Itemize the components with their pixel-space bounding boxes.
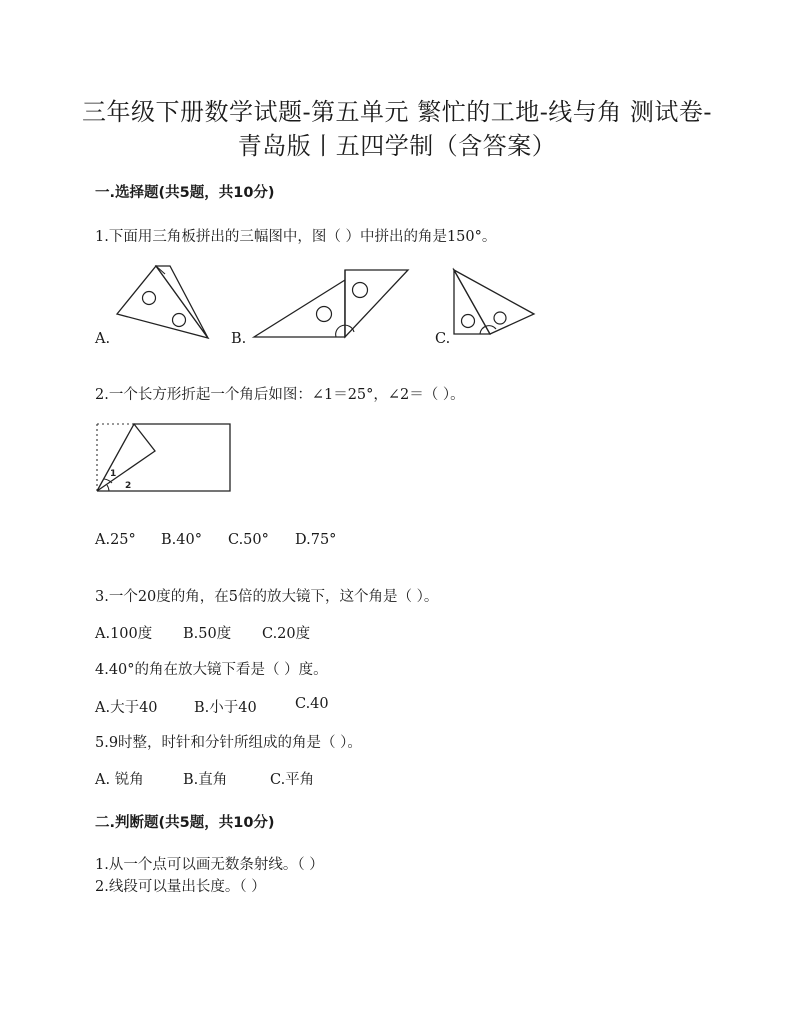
- question-5-text: 5.9时整，时针和分针所组成的角是（ ）。: [95, 735, 362, 751]
- q2-angle-label-2: 2: [125, 481, 132, 491]
- q2-option-c[interactable]: C.50°: [228, 532, 269, 548]
- q3-option-c[interactable]: C.20度: [262, 626, 311, 642]
- q5-option-c[interactable]: C.平角: [270, 772, 315, 788]
- q2-folded-rectangle-figure: [94, 421, 234, 495]
- question-2-text: 2.一个长方形折起一个角后如图：∠1＝25°，∠2＝（ ）。: [95, 387, 465, 403]
- q4-option-c[interactable]: C.40: [295, 696, 329, 712]
- q1-figure-b: [250, 266, 412, 342]
- q1-figure-a: [112, 262, 212, 342]
- question-3-text: 3.一个20度的角，在5倍的放大镜下，这个角是（ ）。: [95, 589, 439, 605]
- q2-angle-label-1: 1: [110, 469, 117, 479]
- q4-option-b[interactable]: B.小于40: [194, 700, 257, 716]
- judgement-2-text: 2.线段可以量出长度。（ ）: [95, 879, 266, 895]
- q2-option-d[interactable]: D.75°: [295, 532, 337, 548]
- section-heading-choice: 一.选择题(共5题，共10分): [95, 185, 275, 201]
- q3-option-a[interactable]: A.100度: [95, 626, 153, 642]
- q3-option-b[interactable]: B.50度: [183, 626, 232, 642]
- q2-option-a[interactable]: A.25°: [95, 532, 136, 548]
- q1-figure-c: [448, 266, 538, 338]
- section-heading-judgement: 二.判断题(共5题，共10分): [95, 815, 275, 831]
- page-title-line2: 青岛版丨五四学制（含答案）: [237, 132, 557, 160]
- question-1-text: 1.下面用三角板拼出的三幅图中，图（ ）中拼出的角是150°。: [95, 229, 497, 245]
- q1-option-b[interactable]: B.: [231, 331, 247, 347]
- page-title-line1: 三年级下册数学试题-第五单元 繁忙的工地-线与角 测试卷-: [81, 98, 713, 126]
- q1-option-a[interactable]: A.: [95, 331, 111, 347]
- q5-option-a[interactable]: A. 锐角: [95, 772, 144, 788]
- question-4-text: 4.40°的角在放大镜下看是（ ）度。: [95, 662, 328, 678]
- judgement-1-text: 1.从一个点可以画无数条射线。（ ）: [95, 857, 324, 873]
- q4-option-a[interactable]: A.大于40: [95, 700, 158, 716]
- q5-option-b[interactable]: B.直角: [183, 772, 228, 788]
- q1-option-c[interactable]: C.: [435, 331, 451, 347]
- q2-option-b[interactable]: B.40°: [161, 532, 202, 548]
